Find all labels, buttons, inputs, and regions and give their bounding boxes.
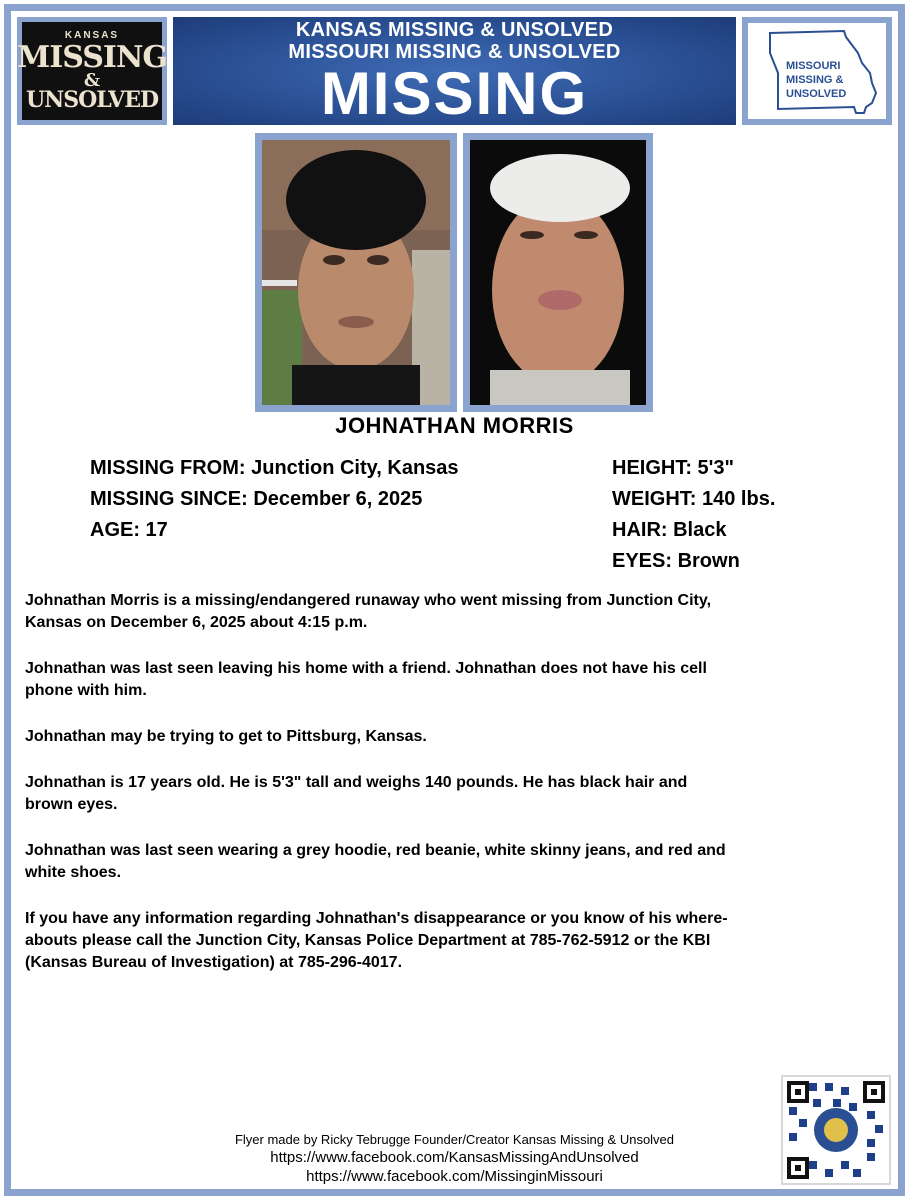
logo-missing-text: MISSING (17, 40, 167, 75)
text-line: If you have any information regarding Johnathan's disappearance or you know of his where- (25, 910, 728, 927)
text-line: Johnathan was last seen leaving his home with a friend. Johnathan does not have his cell (25, 660, 707, 677)
stat-weight: WEIGHT: 140 lbs. (612, 488, 776, 510)
logo-right-text (786, 59, 846, 101)
paragraph-description (25, 772, 887, 816)
photo-frame-right (463, 133, 653, 412)
paragraph-clothing (25, 840, 887, 884)
description (25, 590, 887, 998)
text-line: white shoes. (25, 864, 122, 881)
logo-kansas-text: KANSAS (64, 30, 120, 41)
text-line: Kansas on December 6, 2025 about 4:15 p.m. (25, 614, 368, 631)
text-line: brown eyes. (25, 796, 118, 813)
paragraph-contact (25, 908, 887, 974)
logo-right-line1: MISSOURI (786, 60, 841, 72)
text-line: (Kansas Bureau of Investigation) at 785-296-4017. (25, 954, 403, 971)
logo-unsolved-text: UNSOLVED (25, 87, 159, 113)
banner-missouri-line: MISSOURI MISSING & UNSOLVED (288, 41, 621, 63)
header-banner (173, 17, 736, 125)
stat-hair: HAIR: Black (612, 519, 727, 541)
logo-left-inner (17, 22, 167, 120)
logo-right-line2: MISSING & (786, 74, 844, 86)
stat-missing-from: MISSING FROM: Junction City, Kansas (90, 457, 459, 479)
text-line: abouts please call the Junction City, Kansas Police Department at 785-762-5912 or the KBI (25, 932, 711, 949)
text-line: Johnathan may be trying to get to Pittsburg, Kansas. (25, 728, 427, 745)
logo-amp-text: & (83, 70, 101, 91)
text-line: phone with him. (25, 682, 147, 699)
banner-missing-title: MISSING (320, 60, 589, 127)
missouri-missing-unsolved-logo (742, 17, 892, 125)
person-name: JOHNATHAN MORRIS (335, 413, 574, 438)
text-line: Johnathan was last seen wearing a grey hoodie, red beanie, white skinny jeans, and red and (25, 842, 726, 859)
logo-right-line3: UNSOLVED (786, 88, 847, 100)
footer-link-missouri[interactable]: https://www.facebook.com/MissinginMissouri (306, 1168, 603, 1185)
person-photo-2 (470, 140, 646, 405)
paragraph-summary (25, 590, 887, 634)
qr-code-icon[interactable] (781, 1075, 891, 1185)
logo-right-inner (748, 23, 886, 119)
footer-credit: Flyer made by Ricky Tebrugge Founder/Creator Kansas Missing & Unsolved (234, 1132, 675, 1147)
stat-eyes: EYES: Brown (612, 550, 740, 572)
footer-link-kansas[interactable]: https://www.facebook.com/KansasMissingAndUnsolved (270, 1149, 639, 1166)
stat-missing-since: MISSING SINCE: December 6, 2025 (90, 488, 423, 510)
banner-kansas-line: KANSAS MISSING & UNSOLVED (295, 19, 614, 41)
stat-height: HEIGHT: 5'3" (612, 457, 735, 479)
text-line: Johnathan Morris is a missing/endangered runaway who went missing from Junction City, (25, 592, 712, 609)
photo-frame-left (255, 133, 457, 412)
person-photo-1 (262, 140, 450, 405)
kansas-missing-unsolved-logo (17, 17, 167, 125)
stat-age: AGE: 17 (90, 519, 168, 541)
paragraph-last-seen (25, 658, 887, 702)
text-line: Johnathan is 17 years old. He is 5'3" tall and weighs 140 pounds. He has black hair and (25, 774, 688, 791)
paragraph-destination (25, 726, 887, 748)
